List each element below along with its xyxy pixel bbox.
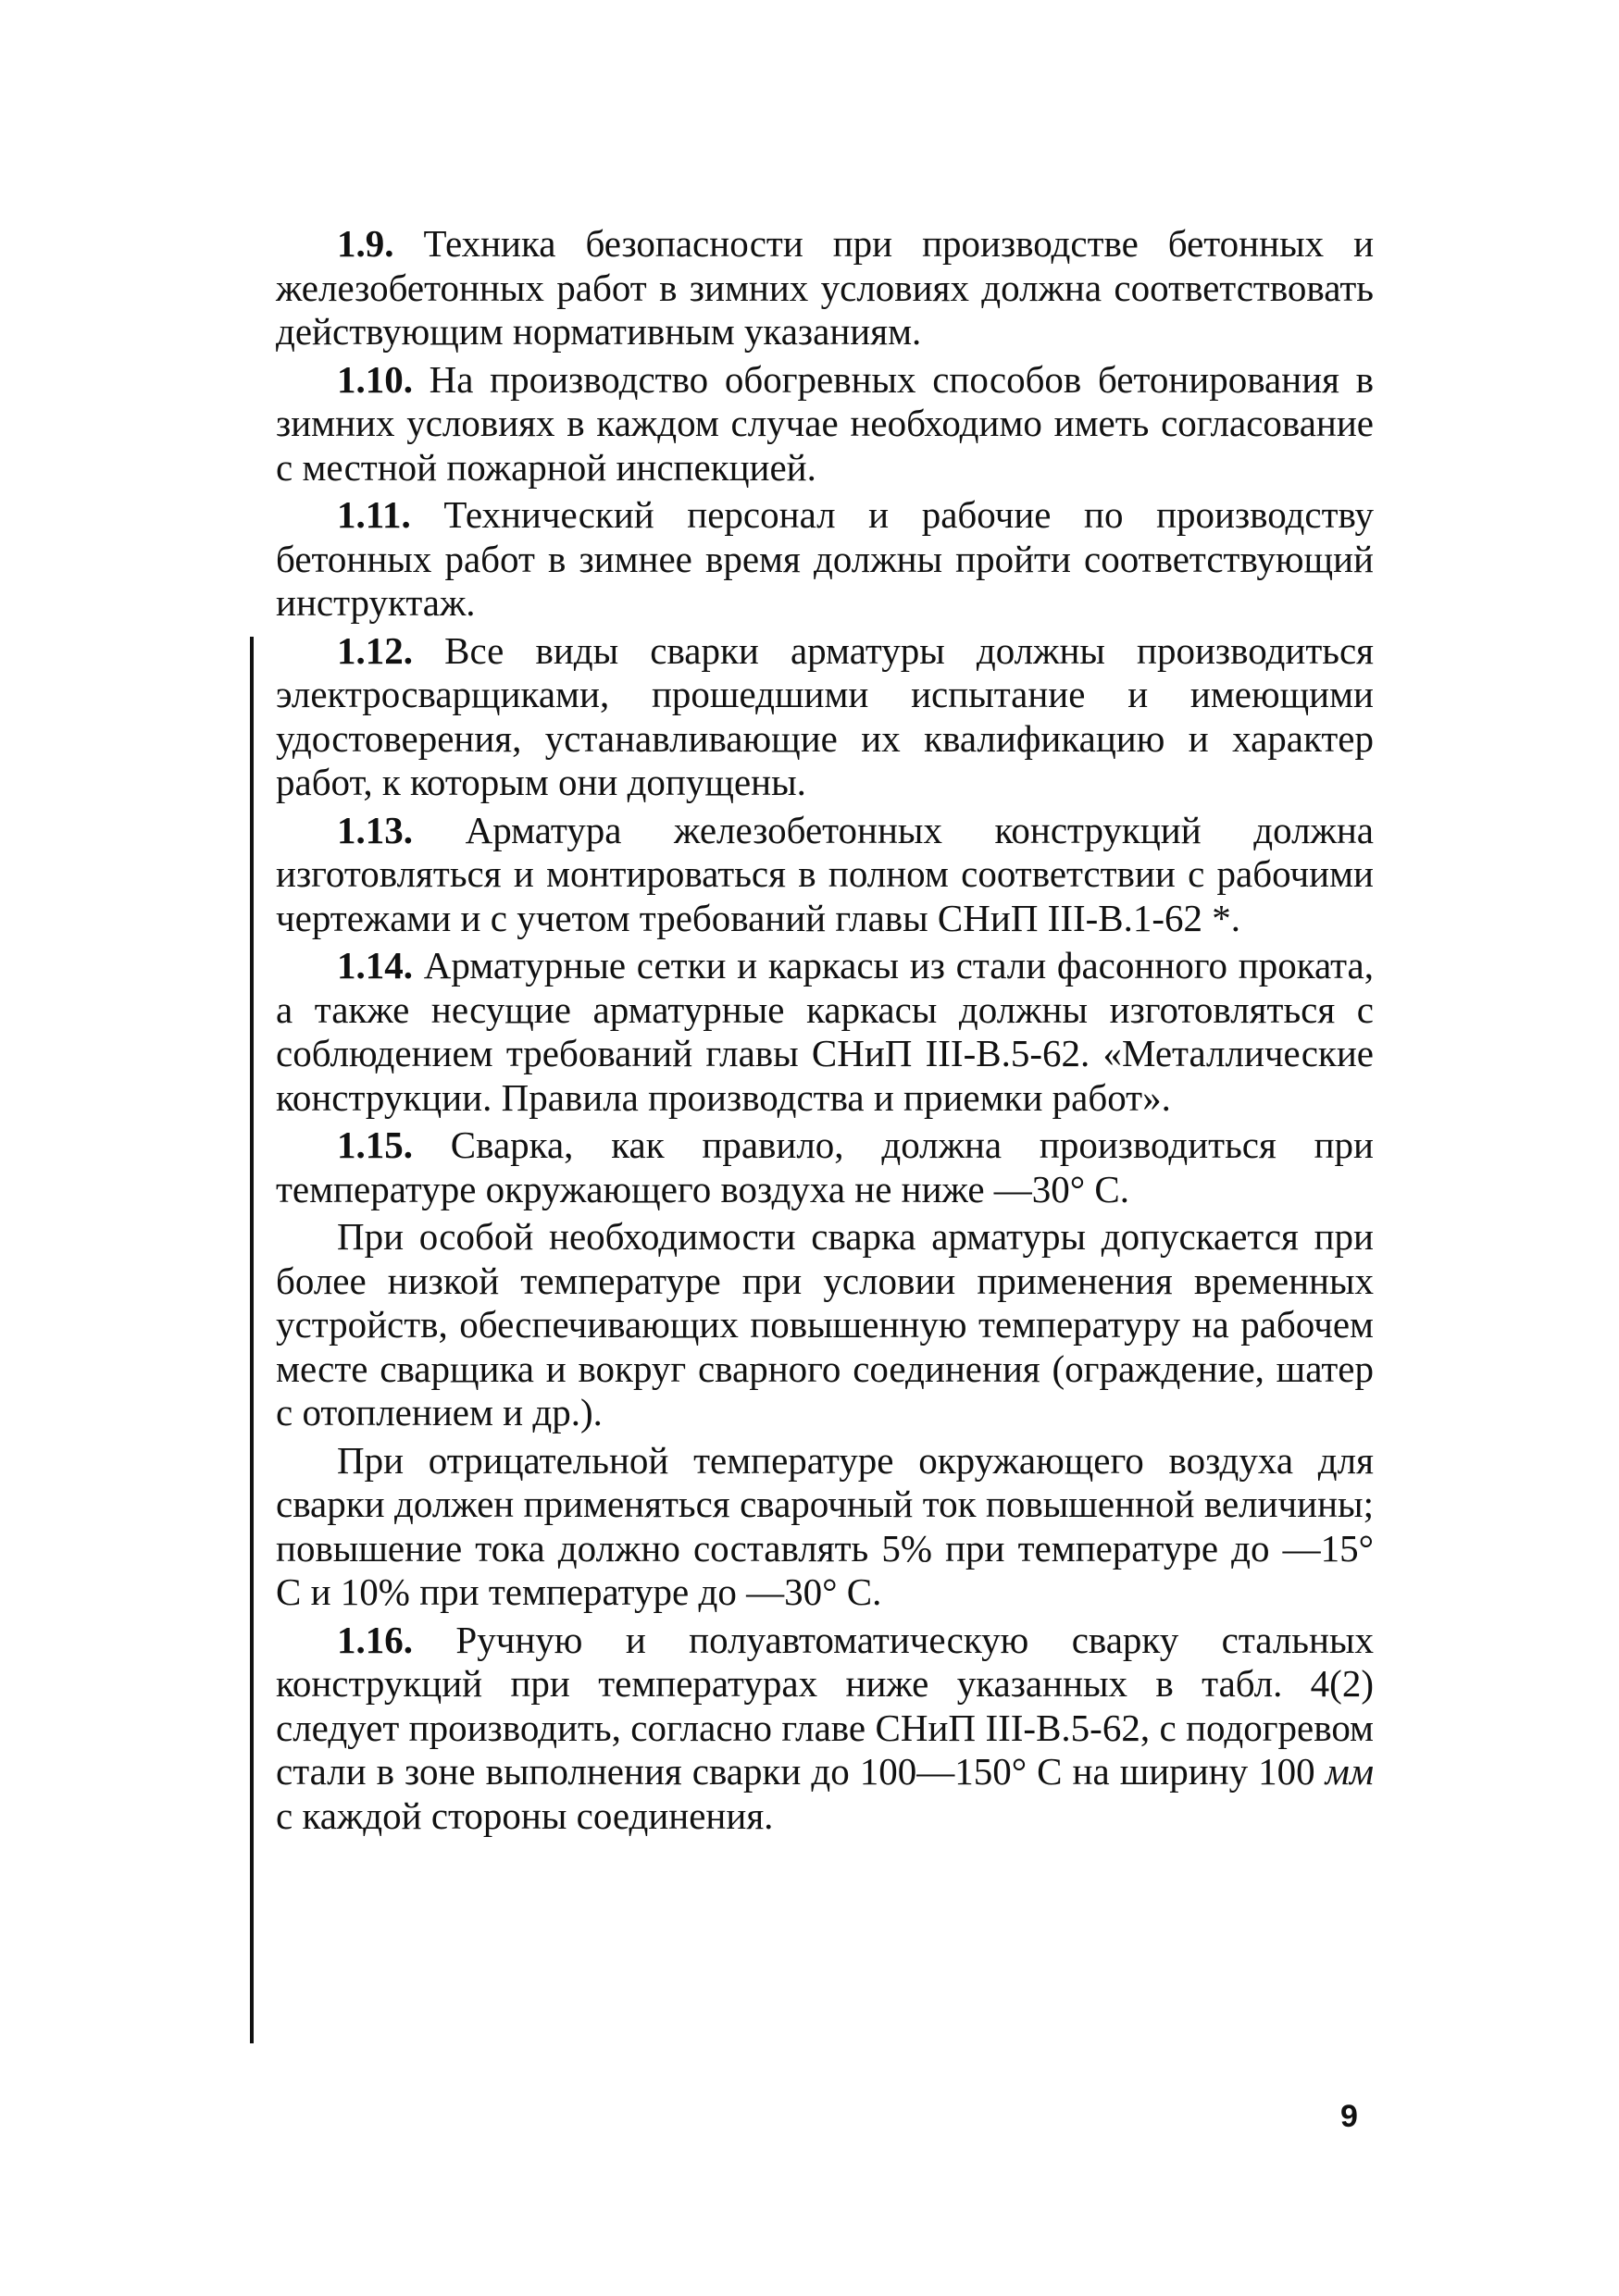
paragraph-1-11 — [276, 493, 1374, 626]
paragraph-1-10 — [276, 358, 1374, 490]
paragraph-text: На производство обогревных способов бетонирования в зимних условиях в каждом случае необходимо иметь согласование с местной пожарной инспекцией. — [276, 357, 1375, 489]
paragraph-number: 1.12. — [337, 628, 413, 672]
paragraph-text: При отрицательной температуре окружающего воздуха для сварки должен применяться сварочный ток повышенной величины; повышение тока должно составлять 5% при температуре до —15° С и 10% при температуре до —30° С. — [276, 1438, 1374, 1613]
paragraph-number: 1.16. — [337, 1618, 413, 1661]
paragraph-1-15-cont-a — [276, 1215, 1374, 1435]
paragraph-text: Сварка, как правило, должна производиться при температуре окружающего воздуха не ниже —30° С. — [276, 1123, 1374, 1210]
unit-mm: мм — [1325, 1750, 1374, 1793]
paragraph-text: Арматура железобетонных конструкций должна изготовляться и монтироваться в полном соответствии с рабочими чертежами и с учетом требований главы СНиП III-В.1-62 *. — [276, 808, 1374, 939]
paragraph-text: Ручную и полуавтоматическую сварку стальных конструкций при температурах ниже указанных в табл. 4(2) следует производить, согласно главе СНиП III-В.5-62, с подогревом стали в зоне выполнения сварки до 100—150° С на ширину 100 — [276, 1618, 1374, 1793]
paragraph-text: Арматурные сетки и каркасы из стали фасонного проката, а также несущие арматурные каркасы должны изготовляться с соблюдением требований главы СНиП III-В.5-62. «Металлические конструкции. Правила производства и приемки работ». — [276, 944, 1374, 1119]
body-text — [276, 222, 1374, 1842]
paragraph-number: 1.9. — [337, 222, 394, 265]
paragraph-number: 1.14. — [337, 944, 413, 987]
paragraph-1-15-cont-b — [276, 1439, 1374, 1615]
paragraph-1-13 — [276, 809, 1374, 941]
paragraph-text: При особой необходимости сварка арматуры допускается при более низкой температуре при условии применения временных устройств, обеспечивающих повышенную температуру на рабочем месте сварщика и вокруг сварного соединения (ограждение, шатер с отоплением и др.). — [276, 1215, 1374, 1433]
paragraph-1-9 — [276, 222, 1374, 354]
paragraph-text: Техника безопасности при производстве бетонных и железобетонных работ в зимних условиях должна соответствовать действующим нормативным указаниям. — [276, 222, 1375, 353]
paragraph-1-14 — [276, 944, 1374, 1120]
paragraph-text-end: с каждой стороны соединения. — [276, 1793, 774, 1837]
paragraph-number: 1.10. — [337, 357, 413, 401]
paragraph-1-16 — [276, 1619, 1374, 1839]
page-number: 9 — [1340, 2099, 1358, 2134]
margin-rule — [250, 637, 254, 2043]
paragraph-number: 1.15. — [337, 1123, 413, 1166]
paragraph-text: Технический персонал и рабочие по производству бетонных работ в зимнее время должны пройти соответствующий инструктаж. — [276, 493, 1374, 624]
paragraph-1-15 — [276, 1123, 1374, 1211]
paragraph-number: 1.13. — [337, 808, 413, 851]
paragraph-1-12 — [276, 629, 1374, 805]
paragraph-number: 1.11. — [337, 493, 411, 536]
paragraph-text: Все виды сварки арматуры должны производиться электросварщиками, прошедшими испытание и имеющими удостоверения, устанавливающие их квалификацию и характер работ, к которым они допущены. — [276, 628, 1375, 803]
